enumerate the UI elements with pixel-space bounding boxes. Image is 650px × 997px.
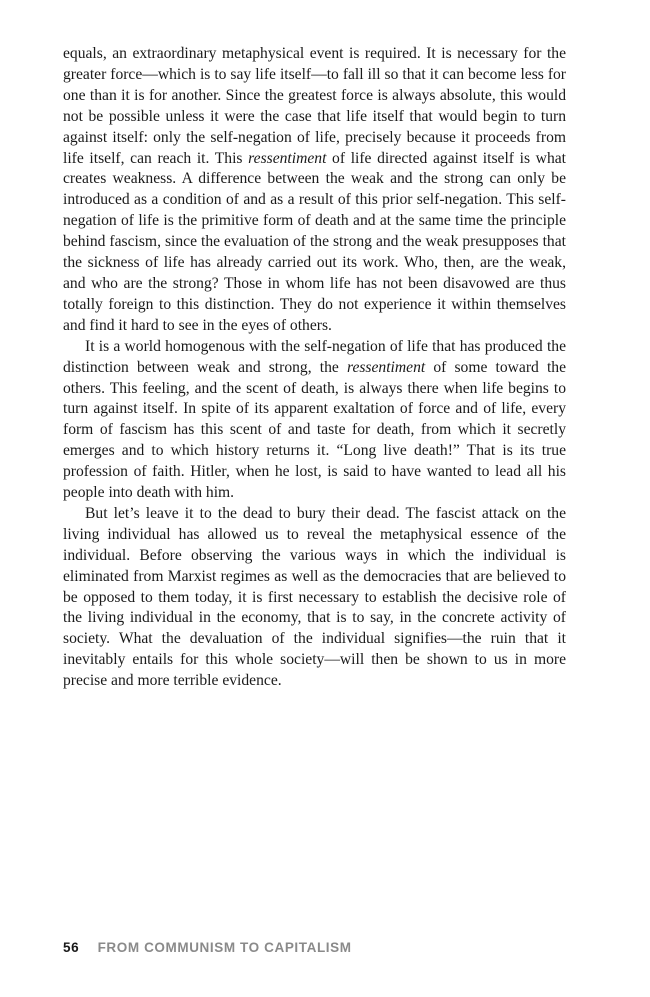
paragraph-3-text: But let’s leave it to the dead to bury their dead. The fascist attack on the living individual has allowed us to reveal the metaphysical essence of the individual. Before observing the various ways in which the individual is eliminated from Marxist regimes as well as the democracies that are believed to be opposed to them today, it is first necessary to establish the decisive role of the living individual in the economy, that is to say, in the concrete activity of society. What the devaluation of the individual signifies—the ruin that it inevitably entails for this whole society—will then be shown to us in more precise and more terrible evidence. — [63, 504, 566, 690]
page-body — [63, 44, 566, 692]
page-number: 56 — [63, 940, 80, 955]
paragraph-2-italic-term: ressentiment — [346, 358, 426, 376]
paragraph-2-text-continued: of some toward the others. This feeling, and the scent of death, is always there when life begins to turn against itself. In spite of its apparent exaltation of force and of life, every form of fascism has this scent of and taste for death, from which it secretly emerges and to which history returns it. “Long live death!” That is its true profession of faith. Hitler, when he lost, is said to have wanted to lead all his people into death with him. — [63, 358, 566, 502]
paragraph-1-text-continued: of life directed against itself is what creates weakness. A difference between the weak and the strong can only be introduced as a condition of and as a result of this prior self-negation. This self-negation of life is the primitive form of death and at the same time the principle behind fascism, since the evaluation of the strong and the weak presupposes that the sickness of life has already carried out its work. Who, then, are the weak, and who are the strong? Those in whom life has not been disavowed are thus totally foreign to this distinction. They do not experience it within themselves and find it hard to see in the eyes of others. — [63, 149, 566, 334]
paragraph-1-italic-term: ressentiment — [248, 149, 327, 167]
paragraph-1-text: equals, an extraordinary metaphysical event is required. It is necessary for the greater force—which is to say life itself—to fall ill so that it can become less for one than it is for another. Since the greatest force is always absolute, this would not be possible unless it were the case that life itself that would begin to turn against itself: only the self-negation of life, precisely because it proceeds from life itself, can reach it. This — [63, 45, 566, 167]
paragraph-2-text: It is a world homogenous with the self-negation of life that has produced the distinction between weak and strong, the — [63, 337, 566, 376]
page-footer — [63, 940, 352, 955]
running-head: FROM COMMUNISM TO CAPITALISM — [97, 940, 352, 955]
paragraph-3 — [63, 504, 566, 692]
paragraph-1 — [63, 44, 566, 337]
paragraph-2 — [63, 337, 566, 504]
